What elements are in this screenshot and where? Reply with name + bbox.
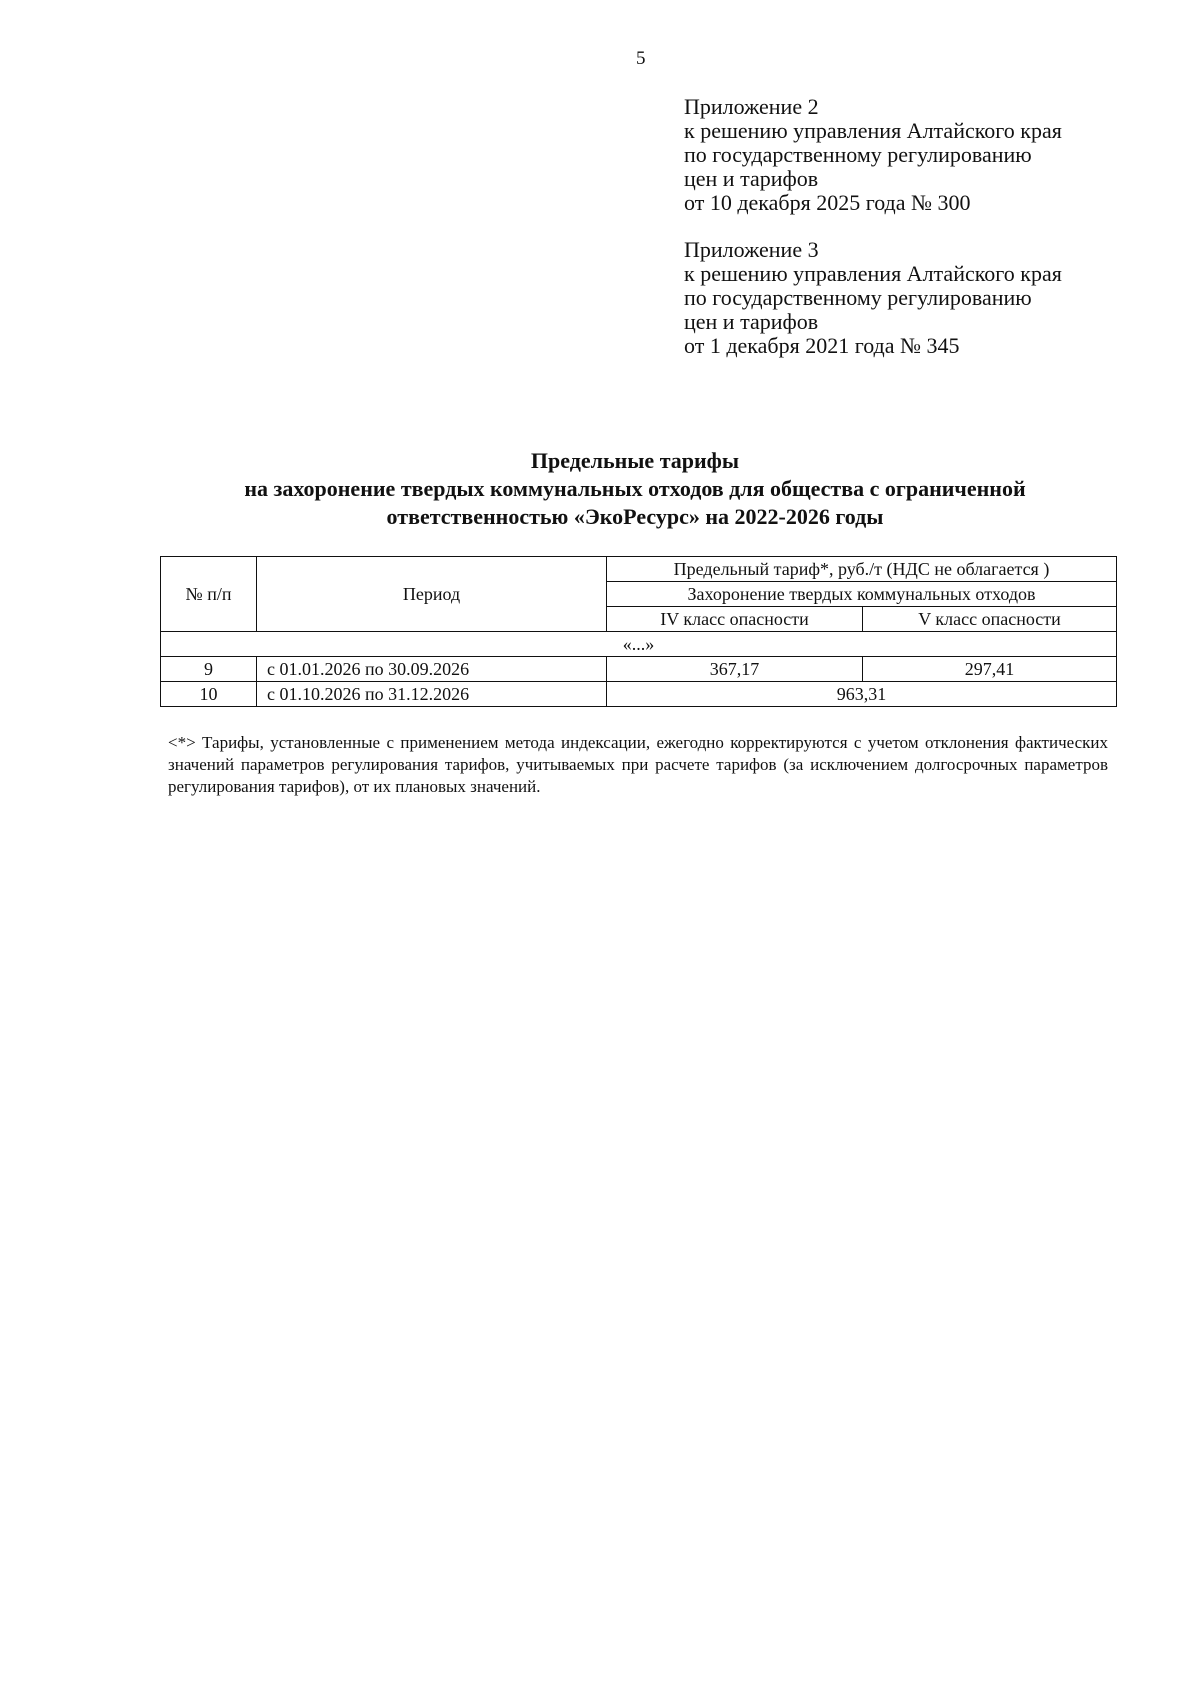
- title-line: ответственностью «ЭкоРесурс» на 2022-2026 годы: [386, 504, 884, 529]
- appendix-3-line: к решению управления Алтайского края: [684, 261, 1062, 286]
- appendix-2-line: по государственному регулированию: [684, 142, 1032, 167]
- appendix-3-line: от 1 декабря 2021 года № 345: [684, 333, 960, 358]
- appendix-3-header: [684, 238, 1154, 358]
- title-line: на захоронение твердых коммунальных отходов для общества с ограниченной: [244, 476, 1026, 501]
- appendix-2-header: [684, 95, 1154, 215]
- header-tariff: Предельный тариф*, руб./т (НДС не облагается ): [607, 557, 1117, 582]
- row-num: 9: [161, 657, 257, 682]
- table-row: [161, 657, 1117, 682]
- row-merged-value: 963,31: [607, 682, 1117, 707]
- title-line: Предельные тарифы: [530, 448, 740, 473]
- header-disposal: Захоронение твердых коммунальных отходов: [607, 582, 1117, 607]
- row-period: с 01.01.2026 по 30.09.2026: [257, 657, 607, 682]
- header-class-5: V класс опасности: [863, 607, 1117, 632]
- document-title: [160, 447, 1110, 531]
- appendix-3-line: цен и тарифов: [684, 309, 819, 334]
- table-row: [161, 682, 1117, 707]
- row-class-4-value: 367,17: [607, 657, 863, 682]
- appendix-2-line: цен и тарифов: [684, 166, 819, 191]
- tariff-table: [160, 556, 1117, 707]
- header-period: Период: [257, 557, 607, 632]
- header-num: № п/п: [161, 557, 257, 632]
- ellipsis-cell: «...»: [161, 632, 1117, 657]
- appendix-3-line: Приложение 3: [684, 237, 819, 262]
- appendix-2-line: от 10 декабря 2025 года № 300: [684, 190, 971, 215]
- table-header-row: [161, 557, 1117, 582]
- header-class-4: IV класс опасности: [607, 607, 863, 632]
- page-number: 5: [636, 48, 646, 69]
- appendix-3-line: по государственному регулированию: [684, 285, 1032, 310]
- row-class-5-value: 297,41: [863, 657, 1117, 682]
- appendix-2-line: к решению управления Алтайского края: [684, 118, 1062, 143]
- row-num: 10: [161, 682, 257, 707]
- table-row-ellipsis: [161, 632, 1117, 657]
- footnote: <*> Тарифы, установленные с применением метода индексации, ежегодно корректируются с учетом отклонения фактических значений параметров регулирования тарифов, учитываемых при расчете тарифов (за исключением долгосрочных параметров регулирования тарифов), от их плановых значений.: [168, 733, 1108, 796]
- row-period: с 01.10.2026 по 31.12.2026: [257, 682, 607, 707]
- appendix-2-line: Приложение 2: [684, 94, 819, 119]
